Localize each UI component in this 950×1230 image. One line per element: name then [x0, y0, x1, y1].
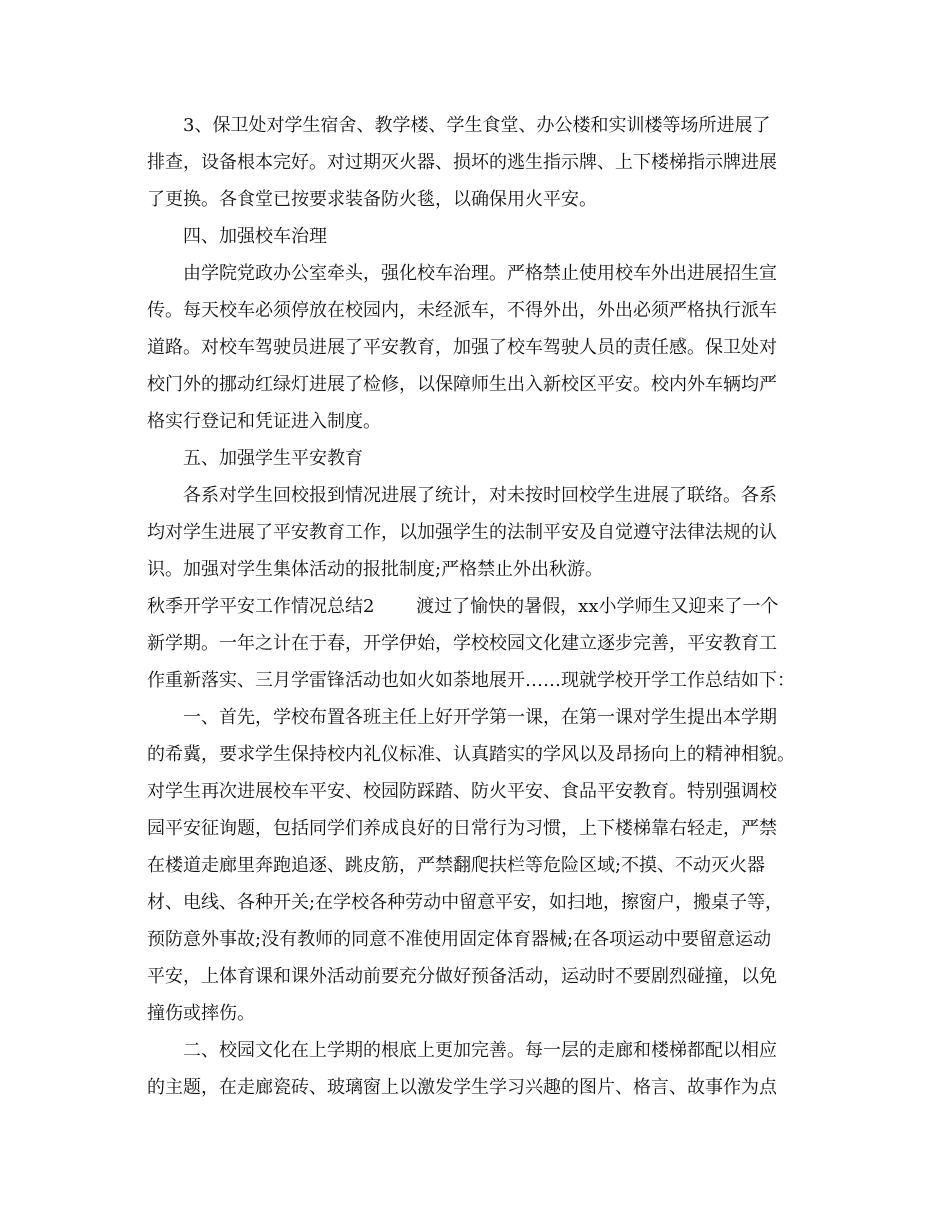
- text-line: 在楼道走廊里奔跑追逐、跳皮筋，严禁翻爬扶栏等危险区域;不摸、不动灭火器: [147, 855, 766, 876]
- text-line: 均对学生进展了平安教育工作，以加强学生的法制平安及自觉遵守法律法规的认: [147, 522, 777, 543]
- text-line: 一、首先，学校布置各班主任上好开学第一课，在第一课对学生提出本学期: [147, 707, 777, 728]
- text-line: 撞伤或摔伤。: [147, 1003, 255, 1024]
- text-line: 各系对学生回校报到情况进展了统计，对未按时回校学生进展了联络。各系: [147, 485, 777, 506]
- text-line: 新学期。一年之计在于春，开学伊始，学校校园文化建立逐步完善，平安教育工: [147, 633, 777, 654]
- text-line: 园平安征询题，包括同学们养成良好的日常行为习惯，上下楼梯靠右轻走，严禁: [147, 818, 777, 839]
- text-line: 传。每天校车必须停放在校园内，未经派车，不得外出，外出必须严格执行派车: [147, 300, 777, 321]
- text-line: 了更换。各食堂已按要求装备防火毯，以确保用火平安。: [147, 189, 597, 210]
- text-line: 3、保卫处对学生宿舍、教学楼、学生食堂、办公楼和实训楼等场所进展了: [147, 115, 771, 136]
- text-line: 校门外的挪动红绿灯进展了检修，以保障师生出入新校区平安。校内外车辆均严: [147, 374, 777, 395]
- text-line: 二、校园文化在上学期的根底上更加完善。每一层的走廊和楼梯都配以相应: [147, 1040, 777, 1061]
- text-line: 排查，设备根本完好。对过期灭火器、损坏的逃生指示牌、上下楼梯指示牌进展: [147, 152, 777, 173]
- text-line: 识。加强对学生集体活动的报批制度;严格禁止外出秋游。: [147, 559, 604, 580]
- text-line: 由学院党政办公室牵头，强化校车治理。严格禁止使用校车外出进展招生宣: [147, 263, 777, 284]
- text-line: 秋季开学平安工作情况总结2 渡过了愉快的暑假，xx小学师生又迎来了一个: [147, 596, 779, 617]
- section-heading: 五、加强学生平安教育: [147, 448, 363, 469]
- section-heading: 四、加强校车治理: [147, 226, 327, 247]
- text-line: 作重新落实、三月学雷锋活动也如火如荼地展开……现就学校开学工作总结如下：: [147, 670, 795, 691]
- text-line: 平安，上体育课和课外活动前要充分做好预备活动，运动时不要剧烈碰撞，以免: [147, 966, 777, 987]
- text-line: 格实行登记和凭证进入制度。: [147, 411, 381, 432]
- text-line: 预防意外事故;没有教师的同意不准使用固定体育器械;在各项运动中要留意运动: [147, 929, 772, 950]
- text-line: 的主题，在走廊瓷砖、玻璃窗上以激发学生学习兴趣的图片、格言、故事作为点: [147, 1077, 777, 1098]
- text-line: 对学生再次进展校车平安、校园防踩踏、防火平安、食品平安教育。特别强调校: [147, 781, 777, 802]
- text-line: 的希冀，要求学生保持校内礼仪标准、认真踏实的学风以及昂扬向上的精神相貌。: [147, 744, 795, 765]
- text-line: 道路。对校车驾驶员进展了平安教育，加强了校车驾驶人员的责任感。保卫处对: [147, 337, 777, 358]
- text-line: 材、电线、各种开关;在学校各种劳动中留意平安，如扫地，擦窗户，搬桌子等，: [147, 892, 784, 913]
